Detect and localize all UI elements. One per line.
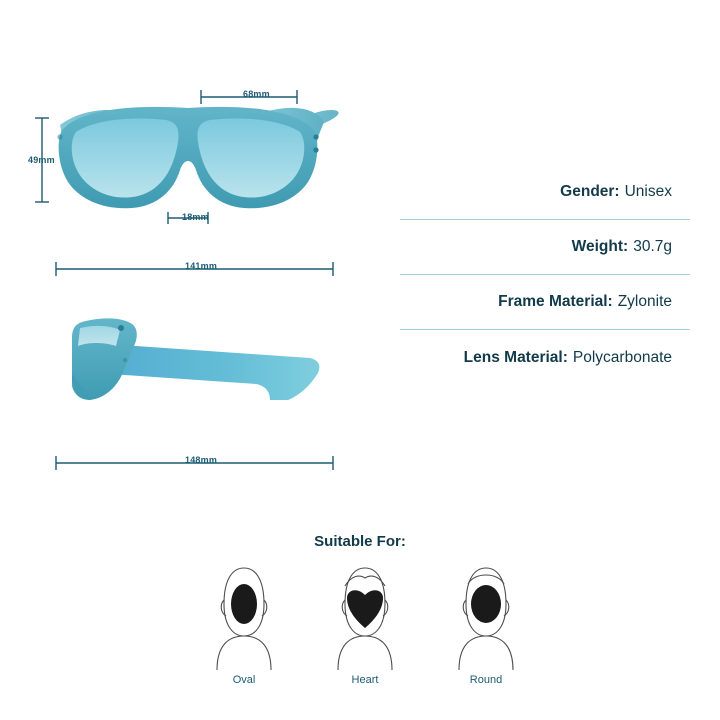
spec-row-weight bbox=[400, 220, 690, 275]
round-face-icon bbox=[432, 560, 540, 672]
spec-key-weight: Weight: bbox=[571, 238, 629, 255]
face-label-round: Round bbox=[469, 674, 503, 686]
dim-label-lens-height: 49mm bbox=[28, 155, 55, 165]
face-shape-list bbox=[190, 560, 540, 686]
oval-face-icon bbox=[190, 560, 298, 672]
spec-key-gender: Gender: bbox=[560, 183, 620, 200]
dim-label-frame-width: 141mm bbox=[185, 261, 218, 271]
face-label-heart: Heart bbox=[351, 674, 379, 686]
spec-value-frame-material: Zylonite bbox=[617, 293, 672, 310]
spec-table bbox=[400, 165, 690, 385]
spec-key-frame-material: Frame Material: bbox=[498, 293, 613, 310]
spec-value-weight: 30.7g bbox=[633, 238, 672, 255]
heart-face-icon bbox=[311, 560, 419, 672]
face-label-oval: Oval bbox=[232, 674, 256, 686]
spec-row-frame-material bbox=[400, 275, 690, 330]
spec-key-lens-material: Lens Material: bbox=[463, 348, 568, 366]
spec-row-gender bbox=[400, 165, 690, 220]
face-item-round bbox=[432, 560, 540, 686]
dim-label-lens-width: 68mm bbox=[243, 89, 270, 99]
spec-row-lens-material bbox=[400, 330, 690, 385]
face-item-heart bbox=[311, 560, 419, 686]
face-item-oval bbox=[190, 560, 298, 686]
dim-label-temple-length: 148mm bbox=[185, 455, 218, 465]
suitable-for-title: Suitable For: bbox=[314, 533, 406, 550]
dim-label-bridge-width: 18mm bbox=[182, 212, 209, 222]
spec-value-lens-material: Polycarbonate bbox=[572, 348, 672, 366]
spec-value-gender: Unisex bbox=[624, 183, 672, 200]
